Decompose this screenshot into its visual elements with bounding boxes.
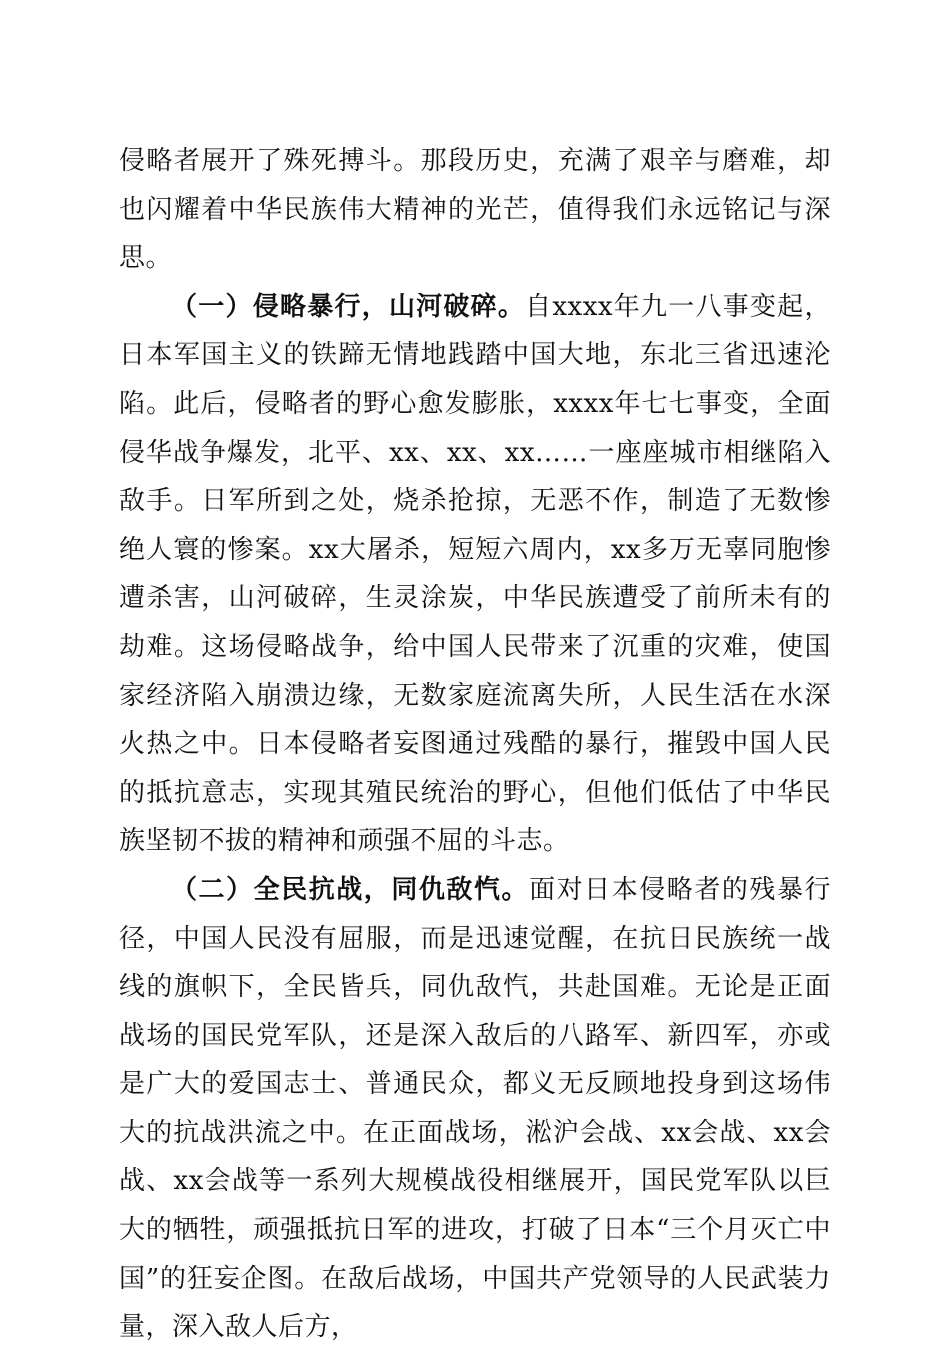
paragraph-text: 面对日本侵略者的残暴行径，中国人民没有屈服，而是迅速觉醒，在抗日民族统一战线的旗帜下，全民皆兵，同仇敌忾，共赴国难。无论是正面战场的国民党军队，还是深入敌后的八路军、新四军，亦或是广大的爱国志士、普通民众，都义无反顾地投身到这场伟大的抗战洪流之中。在正面战场，淞沪会战、xx会战、xx会战、xx会战等一系列大规模战役相继展开，国民党军队以巨大的牺牲，顽强抵抗日军的进攻，打破了日本“三个月灭亡中国”的狂妄企图。在敌后战场，中国共产党领导的人民武装力量，深入敌人后方， [119,874,831,1343]
paragraph-text: 自xxxx年九一八事变起，日本军国主义的铁蹄无情地践踏中国大地，东北三省迅速沦陷。此后，侵略者的野心愈发膨胀，xxxx年七七事变，全面侵华战争爆发，北平、xx、xx、xx……一座座城市相继陷入敌手。日军所到之处，烧杀抢掠，无恶不作，制造了无数惨绝人寰的惨案。xx大屠杀，短短六周内，xx多万无辜同胞惨遭杀害，山河破碎，生灵涂炭，中华民族遭受了前所未有的劫难。这场侵略战争，给中国人民带来了沉重的灾难，使国家经济陷入崩溃边缘，无数家庭流离失所，人民生活在水深火热之中。日本侵略者妄图通过残酷的暴行，摧毁中国人民的抵抗意志，实现其殖民统治的野心，但他们低估了中华民族坚韧不拔的精神和顽强不屈的斗志。 [119,291,831,857]
section-heading-2: （二）全民抗战，同仇敌忾。 [171,874,530,905]
paragraph-text: 侵略者展开了殊死搏斗。那段历史，充满了艰辛与磨难，却也闪耀着中华民族伟大精神的光芒，值得我们永远铭记与深思。 [119,146,831,274]
section-heading-1: （一）侵略暴行，山河破碎。 [171,291,526,322]
paragraph-section-1 [119,283,831,866]
body-text [119,137,831,1352]
paragraph-continuation [119,137,831,283]
paragraph-section-2 [119,866,831,1352]
